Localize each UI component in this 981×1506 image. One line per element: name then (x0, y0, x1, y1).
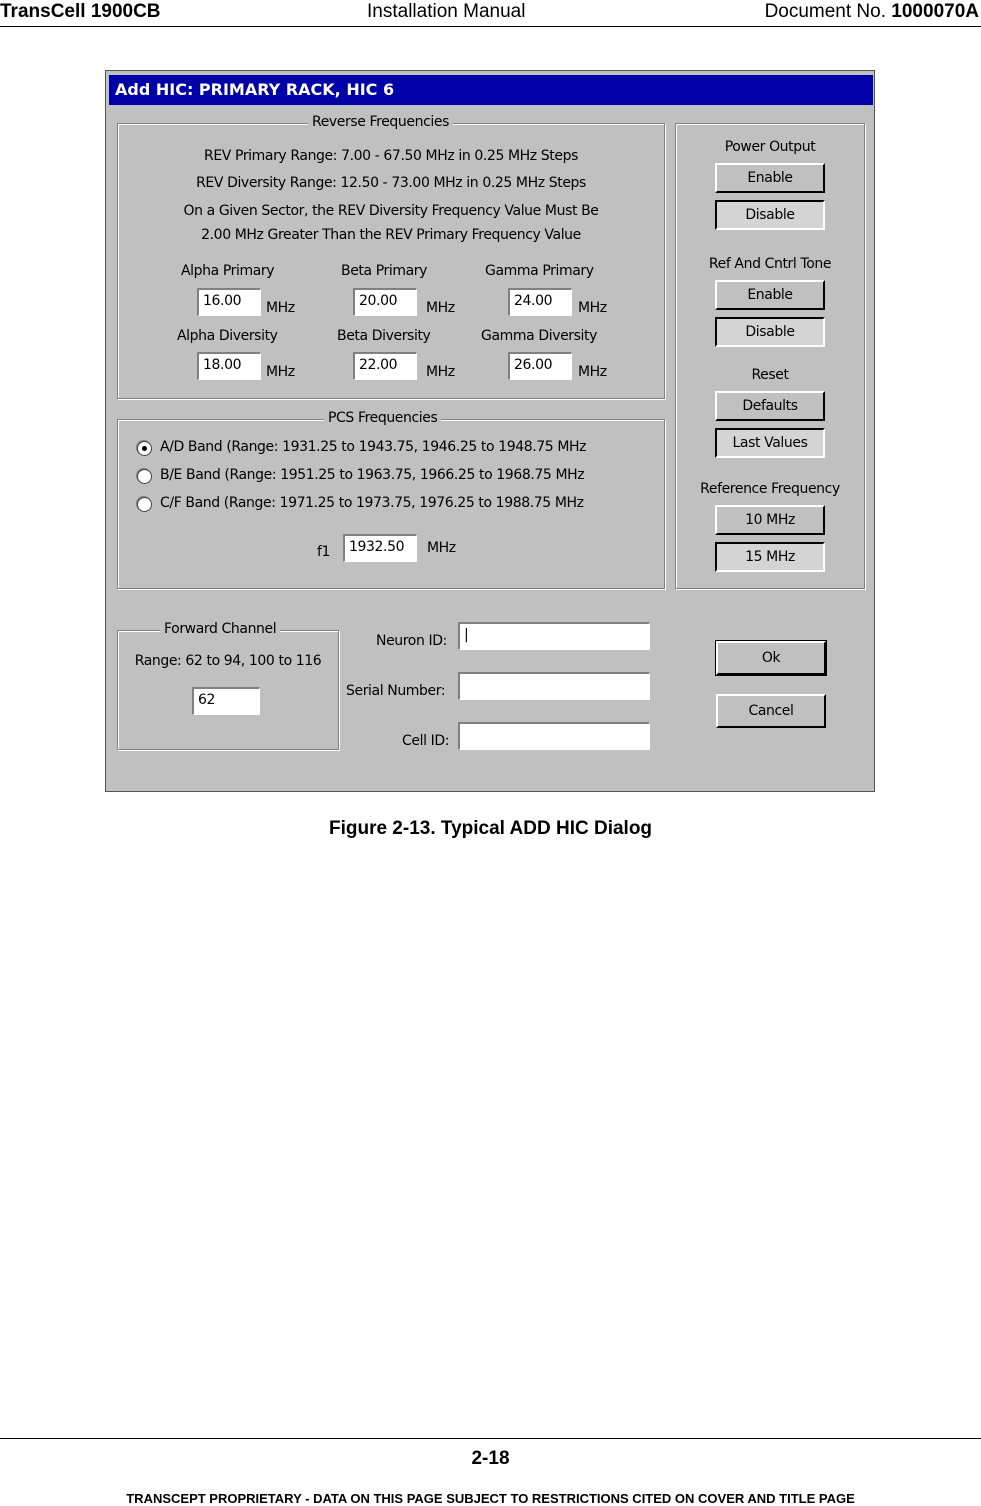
add-hic-dialog (105, 70, 875, 792)
product-name: TransCell 1900CB (0, 1, 161, 22)
beta-diversity-label: Beta Diversity (337, 328, 431, 344)
forward-channel-title: Forward Channel (160, 621, 280, 637)
f1-label: f1 (317, 544, 331, 560)
reference-frequency-label: Reference Frequency (700, 481, 840, 497)
pcs-frequencies-title: PCS Frequencies (324, 410, 441, 426)
reverse-frequencies-group (117, 114, 665, 399)
ref-tone-label: Ref And Cntrl Tone (708, 256, 832, 272)
beta-primary-input[interactable]: 20.00 (353, 288, 417, 316)
primary-range-text: REV Primary Range: 7.00 - 67.50 MHz in 0.25 MHz Steps (204, 148, 578, 164)
document-number: Document No. 1000070A (764, 1, 979, 22)
band-be-radio[interactable] (137, 469, 152, 484)
band-ad-label[interactable]: A/D Band (Range: 1931.25 to 1943.75, 1946.25 to 1948.75 MHz (160, 439, 587, 455)
serial-number-label: Serial Number: (346, 683, 446, 699)
beta-primary-label: Beta Primary (341, 263, 428, 279)
proprietary-notice: TRANSCEPT PROPRIETARY - DATA ON THIS PAGE SUBJECT TO RESTRICTIONS CITED ON COVER AND TITLE PAGE (126, 1491, 855, 1506)
f1-input[interactable]: 1932.50 (343, 534, 417, 562)
gamma-diversity-input[interactable]: 26.00 (508, 352, 572, 380)
ok-button[interactable]: Ok (716, 641, 826, 675)
page-number: 2-18 (471, 1448, 510, 1469)
footer-divider (0, 1438, 981, 1439)
band-be-label[interactable]: B/E Band (Range: 1951.25 to 1963.75, 1966.25 to 1968.75 MHz (160, 467, 585, 483)
band-cf-radio[interactable] (137, 497, 152, 512)
cell-id-input[interactable] (458, 722, 650, 750)
power-disable-button[interactable]: Disable (715, 200, 825, 230)
beta-diversity-input[interactable]: 22.00 (353, 352, 417, 380)
page-header (0, 0, 981, 27)
tone-enable-button[interactable]: Enable (715, 280, 825, 310)
neuron-id-input[interactable]: | (458, 622, 650, 650)
reverse-frequencies-title: Reverse Frequencies (308, 114, 453, 130)
power-enable-button[interactable]: Enable (715, 163, 825, 193)
f1-unit: MHz (427, 540, 456, 556)
forward-channel-input[interactable]: 62 (192, 687, 260, 715)
diversity-note-line2: 2.00 MHz Greater Than the REV Primary Frequency Value (201, 227, 581, 243)
reset-label: Reset (751, 367, 789, 383)
beta-primary-unit: MHz (426, 300, 455, 316)
serial-number-input[interactable] (458, 672, 650, 700)
alpha-primary-label: Alpha Primary (181, 263, 275, 279)
alpha-diversity-label: Alpha Diversity (177, 328, 278, 344)
band-cf-label[interactable]: C/F Band (Range: 1971.25 to 1973.75, 1976.25 to 1988.75 MHz (160, 495, 584, 511)
alpha-diversity-input[interactable]: 18.00 (197, 352, 261, 380)
settings-panel (675, 123, 865, 589)
ten-mhz-button[interactable]: 10 MHz (715, 505, 825, 535)
alpha-primary-unit: MHz (266, 300, 295, 316)
diversity-note-line1: On a Given Sector, the REV Diversity Frequency Value Must Be (183, 203, 599, 219)
tone-disable-button[interactable]: Disable (715, 317, 825, 347)
gamma-primary-input[interactable]: 24.00 (508, 288, 572, 316)
alpha-diversity-unit: MHz (266, 364, 295, 380)
cancel-button[interactable]: Cancel (716, 694, 826, 728)
gamma-primary-unit: MHz (578, 300, 607, 316)
alpha-primary-input[interactable]: 16.00 (197, 288, 261, 316)
band-ad-radio[interactable] (137, 441, 152, 456)
gamma-diversity-unit: MHz (578, 364, 607, 380)
figure-caption: Figure 2-13. Typical ADD HIC Dialog (328, 818, 653, 839)
pcs-frequencies-group (117, 410, 665, 589)
neuron-id-label: Neuron ID: (376, 633, 447, 649)
power-output-label: Power Output (724, 139, 816, 155)
dialog-title: Add HIC: PRIMARY RACK, HIC 6 (109, 75, 873, 105)
gamma-primary-label: Gamma Primary (485, 263, 594, 279)
gamma-diversity-label: Gamma Diversity (481, 328, 598, 344)
defaults-button[interactable]: Defaults (715, 391, 825, 421)
manual-name: Installation Manual (367, 1, 526, 22)
last-values-button[interactable]: Last Values (715, 428, 825, 458)
forward-range-text: Range: 62 to 94, 100 to 116 (134, 653, 322, 669)
fifteen-mhz-button[interactable]: 15 MHz (715, 542, 825, 572)
diversity-range-text: REV Diversity Range: 12.50 - 73.00 MHz in 0.25 MHz Steps (196, 175, 586, 191)
beta-diversity-unit: MHz (426, 364, 455, 380)
forward-channel-group (117, 621, 339, 750)
cell-id-label: Cell ID: (402, 733, 450, 749)
